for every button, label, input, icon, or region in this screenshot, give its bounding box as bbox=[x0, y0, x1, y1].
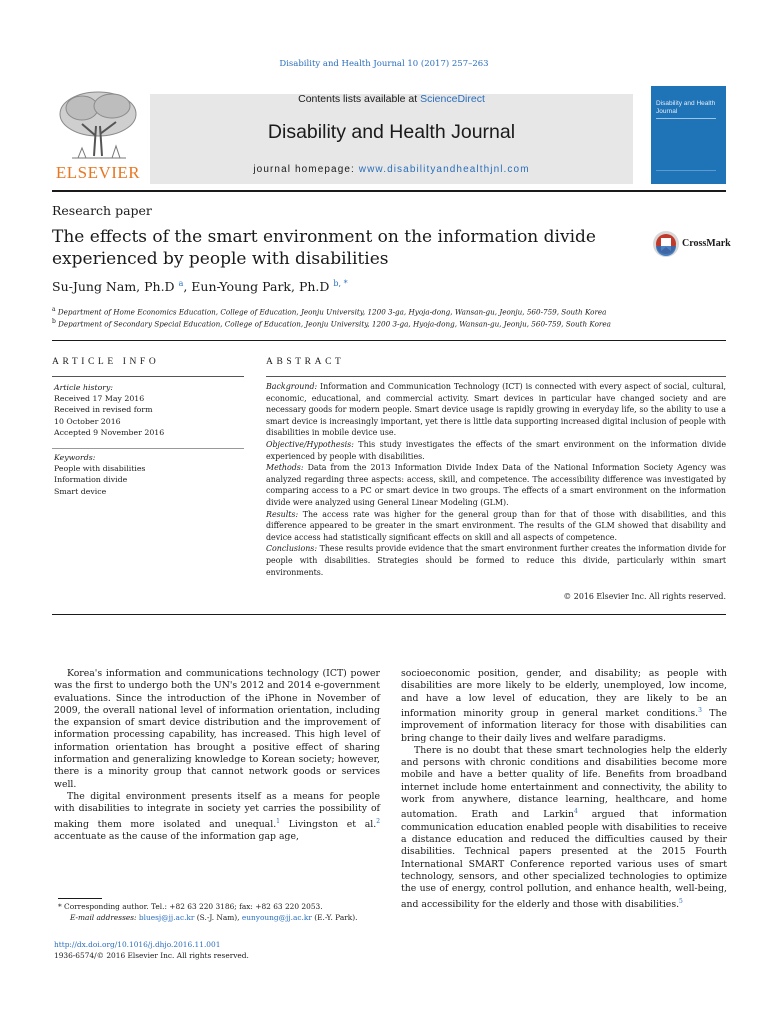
issn-line: 1936-6574/© 2016 Elsevier Inc. All rights reserved. bbox=[54, 951, 249, 960]
email-link[interactable]: bluesj@jj.ac.kr bbox=[138, 912, 195, 922]
history-item: Accepted 9 November 2016 bbox=[54, 427, 165, 437]
body-text: There is no doubt that these smart technologies help the elderly and persons with chronic conditions and disabilities become more mobile and have a better quality of life. Benefits from broadband internet include home entertainment and connectivity, the ability to work from anywhere, distance learning, healthcare, and home automation. Erath and Larkin bbox=[401, 744, 727, 821]
email-owner: (E.-Y. Park). bbox=[311, 912, 358, 922]
article-type: Research paper bbox=[52, 203, 152, 218]
author-name: Su-Jung Nam, Ph.D bbox=[52, 279, 175, 295]
affiliation-a bbox=[52, 306, 606, 316]
abstract-section-text: Data from the 2013 Information Divide Index Data of the National Information Society Agency was analyzed regarding three aspects: access, skill, and competence. The accessibility difference was investigated by comparing access to a PC or smart device in two groups. The effects of a smart environment on the information divide were analyzed using General Linear Modeling (GLM). bbox=[266, 463, 726, 507]
article-info-divider bbox=[52, 340, 726, 341]
citation-ref[interactable]: 5 bbox=[679, 897, 683, 905]
abstract-body bbox=[266, 381, 726, 578]
article-info-heading: ARTICLE INFO bbox=[52, 357, 160, 367]
body-text: The improvement of information literacy for those with disabilities can bring change to their daily lives and welfare paradigms. bbox=[401, 707, 727, 744]
email-link[interactable]: eunyoung@jj.ac.kr bbox=[241, 912, 312, 922]
body-text: accentuate as the cause of the information gap age, bbox=[54, 830, 299, 842]
abstract-section-label: Background: bbox=[266, 382, 318, 391]
masthead-divider bbox=[52, 190, 726, 192]
article-history bbox=[54, 382, 244, 438]
abstract-section bbox=[266, 509, 726, 544]
body-text: socioeconomic position, gender, and disability; as people with disabilities are more likely to be elderly, unemployed, low income, and have a low level of education, they are likely to be an information minority group in general market conditions. bbox=[401, 668, 727, 719]
affiliation-mark: a bbox=[52, 306, 56, 313]
article-title: The effects of the smart environment on the information divide experienced by people with disabilities bbox=[52, 227, 596, 269]
body-paragraph bbox=[54, 791, 380, 843]
keyword-item: Smart device bbox=[54, 486, 107, 496]
affiliation-mark: b bbox=[52, 318, 56, 325]
email-line bbox=[58, 913, 388, 924]
footnote-rule bbox=[58, 898, 102, 899]
abstract-section-text: This study investigates the effects of the smart environment on the information divide experienced by people with disabilities. bbox=[266, 439, 726, 461]
body-paragraph bbox=[401, 668, 727, 745]
contents-available-line bbox=[150, 93, 633, 105]
abstract-rule bbox=[266, 376, 726, 377]
affiliation-text: Department of Home Economics Education, College of Education, Jeonju University, 1200 3-ga, Hyoja-dong, Wansan-gu, Jeonju, 560-759, South Korea bbox=[57, 307, 607, 317]
elsevier-logo-text[interactable]: ELSEVIER bbox=[55, 163, 141, 182]
abstract-section-label: Methods: bbox=[266, 463, 304, 473]
citation-ref[interactable]: 1 bbox=[276, 817, 280, 825]
cover-rule-bottom bbox=[656, 170, 716, 171]
abstract-end-divider bbox=[52, 614, 726, 615]
author-affiliation-mark[interactable]: b, * bbox=[333, 279, 348, 288]
abstract-section-label: Results: bbox=[266, 509, 299, 519]
sciencedirect-link[interactable]: ScienceDirect bbox=[420, 93, 485, 105]
cover-title-text: Disability and Health Journal bbox=[656, 100, 716, 115]
citation-ref[interactable]: 3 bbox=[698, 706, 702, 714]
affiliation-text: Department of Secondary Special Education, College of Education, Jeonju University, 1200 3-ga, Hyoja-dong, Wansan-gu, Jeonju, 560-759, South Korea bbox=[58, 319, 611, 329]
citation-ref[interactable]: 2 bbox=[376, 817, 381, 825]
abstract-section-text: These results provide evidence that the smart environment further creates the information divide for people with disabilities. Strategies should be formed to reduce this divide, particularly within smart environments. bbox=[266, 544, 726, 577]
journal-title: Disability and Health Journal bbox=[267, 121, 516, 143]
journal-homepage-line bbox=[150, 164, 633, 175]
keywords-rule bbox=[52, 448, 244, 449]
abstract-section-label: Conclusions: bbox=[266, 544, 318, 554]
author-list bbox=[52, 279, 348, 294]
homepage-link[interactable]: www.disabilityandhealthjnl.com bbox=[358, 164, 530, 175]
history-item: Received in revised form bbox=[54, 405, 153, 415]
corresponding-author-note: * Corresponding author. Tel.: +82 63 220 3186; fax: +82 63 220 2053. bbox=[58, 902, 323, 911]
citation-ref[interactable]: 4 bbox=[573, 808, 578, 816]
abstract-section-text: The access rate was higher for the general group than for that of those with disabilities, and this difference appeared to be greater in the smart environment. The results of the GLM showed that disability and device access had statistically significant effects on skill and all aspects of competence. bbox=[266, 509, 726, 542]
abstract-section-text: Information and Communication Technology (ICT) is connected with every aspect of social, cultural, economic, educational, and commercial activity. Smart devices in particular have changed society and are necessary goods for modern people. Smart device usage is rapidly growing in everyday life, so the ability to use a smart device is increasingly important, yet there is little data supporting increased digital inclusion of people with disabilities in mobile device use. bbox=[266, 382, 726, 438]
footnotes bbox=[58, 902, 388, 923]
history-item: 10 October 2016 bbox=[54, 416, 121, 426]
author-affiliation-mark[interactable]: a bbox=[178, 279, 184, 288]
abstract-section bbox=[266, 543, 726, 578]
body-column-right bbox=[401, 668, 727, 911]
abstract-heading: ABSTRACT bbox=[266, 357, 345, 367]
body-text: argued that information communication education enabled people with disabilities to receive a distance education and reduced the difficulties caused by their disabilities. Technical papers presented at the 2015 Fourth International SMART Conference reported various uses of smart technology, sensors, and other specialized technologies to optimize the use of energy, control pollution, and enhance health, well-being, and accessibility for the elderly and those with disabilities. bbox=[401, 809, 727, 910]
contents-prefix: Contents lists available at bbox=[298, 93, 421, 105]
affiliation-b bbox=[52, 318, 611, 328]
abstract-copyright: © 2016 Elsevier Inc. All rights reserved. bbox=[563, 592, 726, 601]
keyword-item: People with disabilities bbox=[54, 464, 146, 474]
article-info-rule bbox=[52, 376, 244, 377]
keyword-item: Information divide bbox=[54, 475, 128, 485]
keywords-label: Keywords: bbox=[54, 453, 96, 462]
author-separator: , bbox=[183, 279, 192, 295]
abstract-section bbox=[266, 381, 726, 439]
history-item: Received 17 May 2016 bbox=[54, 394, 145, 404]
body-paragraph: Korea's information and communications technology (ICT) power was the first to undergo both the UN's 2012 and 2014 e-government evaluations. Since the introduction of the iPhone in November of 2009, the overall national level of information orientation, including the expansion of smart device distribution and the improvement of information processing capability, has increased. This high level of information orientation has brought a positive effect of sharing information and generalizing knowledge to Korean society; however, there is a minority group that cannot network goods or services well. bbox=[54, 668, 380, 790]
abstract-section-label: Objective/Hypothesis: bbox=[266, 439, 354, 449]
author-name: Eun-Young Park, Ph.D bbox=[191, 279, 330, 295]
history-label: Article history: bbox=[54, 383, 114, 392]
cover-rule bbox=[656, 118, 716, 119]
body-text: The digital environment presents itself as a means for people with disabilities to integrate in society yet carries the possibility of making them more isolated and unequal. bbox=[54, 790, 380, 830]
homepage-prefix: journal homepage: bbox=[253, 164, 359, 175]
body-text: Livingston et al. bbox=[280, 818, 377, 830]
crossmark-label[interactable]: CrossMark bbox=[682, 238, 731, 249]
email-label: E-mail addresses: bbox=[70, 912, 137, 922]
keywords-block bbox=[54, 452, 244, 497]
body-column-left bbox=[54, 668, 380, 843]
email-owner: (S.-J. Nam), bbox=[194, 912, 242, 922]
journal-citation[interactable]: Disability and Health Journal 10 (2017) 257–263 bbox=[279, 59, 489, 69]
body-paragraph bbox=[401, 745, 727, 911]
abstract-section bbox=[266, 439, 726, 462]
abstract-section bbox=[266, 462, 726, 508]
doi-link[interactable]: http://dx.doi.org/10.1016/j.dhjo.2016.11.001 bbox=[54, 940, 221, 949]
